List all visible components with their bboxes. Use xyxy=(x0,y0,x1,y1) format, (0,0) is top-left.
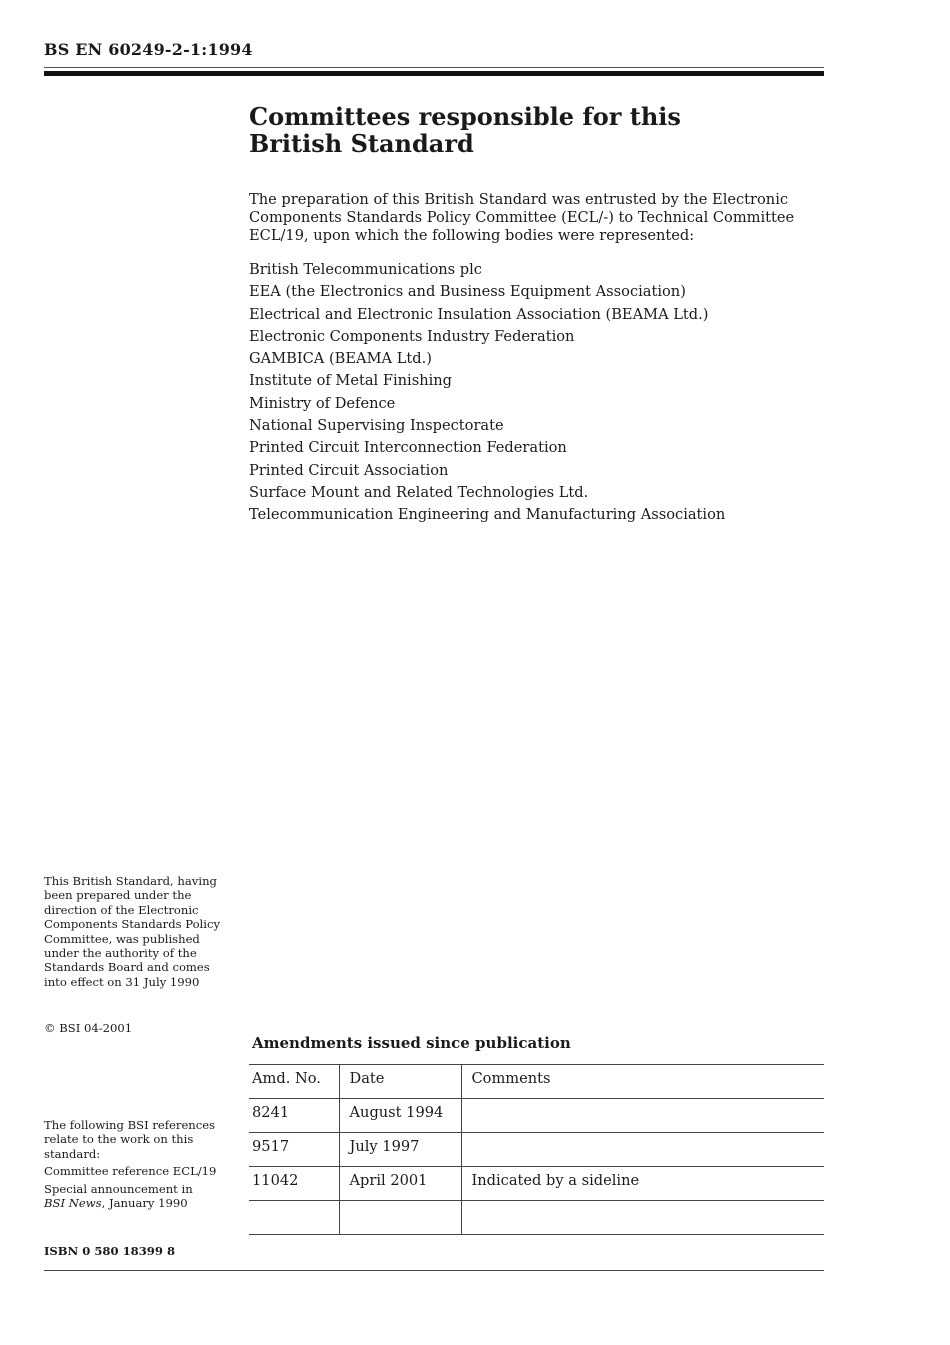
amd-no-cell xyxy=(249,1201,339,1235)
column-header-comments: Comments xyxy=(461,1065,824,1099)
amd-no-cell: 8241 xyxy=(249,1099,339,1133)
announcement-prefix: Special announcement in xyxy=(44,1181,193,1196)
list-item: Printed Circuit Association xyxy=(249,461,449,479)
amendments-heading: Amendments issued since publication xyxy=(252,1034,571,1052)
list-item: EEA (the Electronics and Business Equipment Association) xyxy=(249,283,686,301)
amendments-table xyxy=(249,1064,824,1235)
announcement-date: , January 1990 xyxy=(101,1196,188,1211)
table-header-row xyxy=(249,1065,824,1099)
date-cell xyxy=(339,1201,461,1235)
column-header-date: Date xyxy=(339,1065,461,1099)
list-item: Electrical and Electronic Insulation Association (BEAMA Ltd.) xyxy=(249,305,709,323)
special-announcement xyxy=(44,1182,229,1211)
date-cell: July 1997 xyxy=(339,1133,461,1167)
represented-bodies-list xyxy=(249,259,725,527)
table-row xyxy=(249,1167,824,1201)
footer-rule xyxy=(44,1270,824,1271)
table-row xyxy=(249,1133,824,1167)
list-item: National Supervising Inspectorate xyxy=(249,417,504,435)
list-item: Ministry of Defence xyxy=(249,394,396,412)
list-item: British Telecommunications plc xyxy=(249,261,482,278)
isbn: ISBN 0 580 18399 8 xyxy=(44,1244,176,1258)
list-item: Telecommunication Engineering and Manufacturing Association xyxy=(249,506,726,524)
publication-note: This British Standard, having been prepared under the direction of the Electronic Components Standards Policy Committee, was published under the authority of the Standards Board and comes into effect on 31 July 1990 xyxy=(44,874,221,989)
header-rule-thin xyxy=(44,67,824,68)
date-cell: August 1994 xyxy=(339,1099,461,1133)
amd-no-cell: 9517 xyxy=(249,1133,339,1167)
page-title: Committees responsible for this British Standard xyxy=(249,102,681,158)
comments-cell xyxy=(461,1201,824,1235)
list-item: Surface Mount and Related Technologies Ltd. xyxy=(249,483,589,501)
comments-cell xyxy=(461,1133,824,1167)
table-row xyxy=(249,1201,824,1235)
copyright-notice: © BSI 04-2001 xyxy=(44,1021,133,1035)
list-item: Printed Circuit Interconnection Federation xyxy=(249,439,567,457)
column-header-amd-no: Amd. No. xyxy=(249,1065,339,1099)
comments-cell xyxy=(461,1099,824,1133)
list-item: GAMBICA (BEAMA Ltd.) xyxy=(249,350,432,368)
announcement-publication: BSI News xyxy=(44,1196,102,1211)
list-item: Electronic Components Industry Federation xyxy=(249,327,575,345)
comments-cell: Indicated by a sideline xyxy=(461,1167,824,1201)
date-cell: April 2001 xyxy=(339,1167,461,1201)
amd-no-cell: 11042 xyxy=(249,1167,339,1201)
bsi-references xyxy=(44,1118,229,1213)
committee-reference: Committee reference ECL/19 xyxy=(44,1164,217,1179)
header-rule-thick xyxy=(44,71,824,76)
intro-paragraph: The preparation of this British Standard was entrusted by the Electronic Components Standards Policy Committee (ECL/-) to Technical Committee ECL/19, upon which the following bodies were represented: xyxy=(249,191,795,244)
list-item: Institute of Metal Finishing xyxy=(249,372,453,390)
document-id: BS EN 60249-2-1:1994 xyxy=(44,40,253,59)
table-row xyxy=(249,1099,824,1133)
refs-intro: The following BSI references relate to the work on this standard: xyxy=(44,1118,216,1161)
